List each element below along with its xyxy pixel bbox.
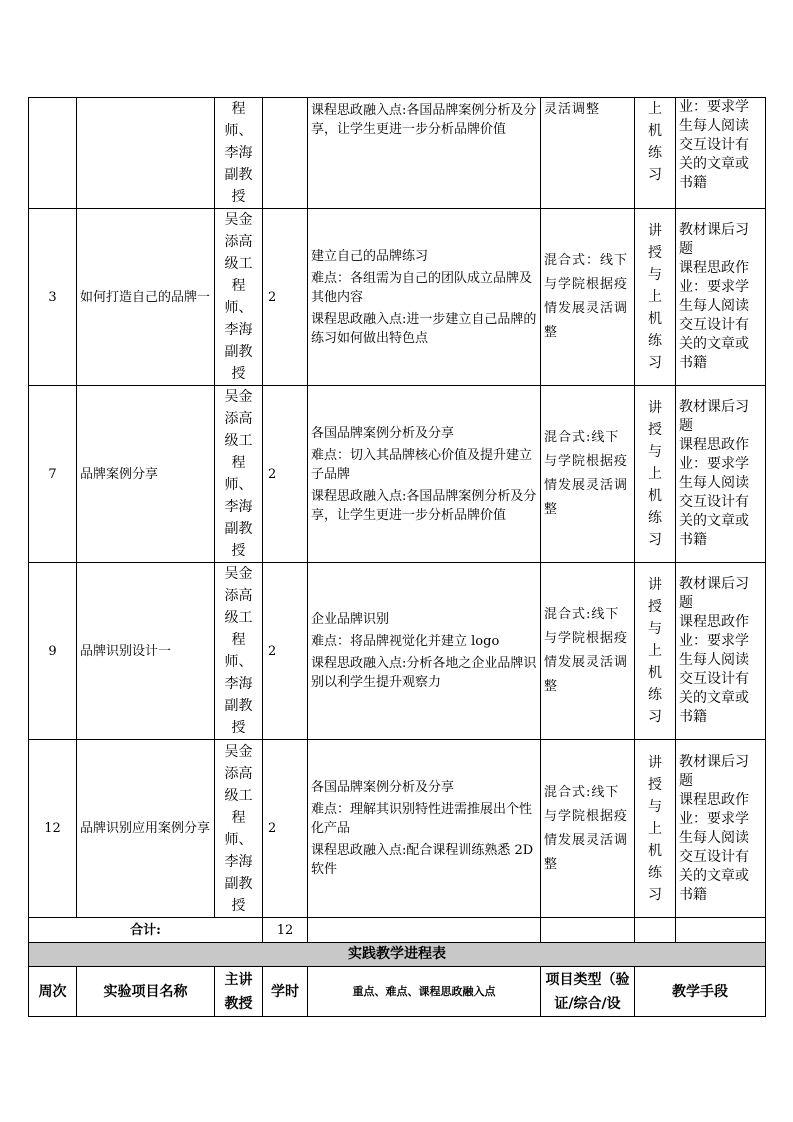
table-row [29, 98, 766, 209]
hours-cell: 2 [263, 386, 308, 563]
hours-cell: 2 [263, 209, 308, 386]
teacher-cell: 吴金 添高 级工 程 师、 李海 副教 授 [215, 386, 263, 563]
hours-cell: 2 [263, 563, 308, 740]
topic-cell [77, 98, 215, 209]
key-point-line: 课程思政融入点:各国品牌案例分析及分享，让学生更进一步分析品牌价值 [311, 488, 537, 523]
key-point-line: 各国品牌案例分析及分享 [311, 425, 455, 441]
header-key-points: 重点、难点、课程思政融入点 [308, 967, 541, 1017]
key-points-cell [308, 740, 541, 918]
topic-cell: 品牌识别应用案例分享 [77, 740, 215, 918]
teaching-method-cell: 讲 授 与 上 机 练 习 [635, 563, 676, 740]
teaching-mode-cell: 灵活调整 [541, 98, 635, 209]
total-hours: 12 [263, 918, 308, 943]
week-cell: 12 [29, 740, 77, 918]
week-cell [29, 98, 77, 209]
homework-cell: 业：要求学生每人阅读交互设计有关的文章或书籍 [676, 98, 766, 209]
key-points-cell [308, 98, 541, 209]
total-label: 合计: [29, 918, 263, 943]
total-empty-cell [635, 918, 676, 943]
homework-cell: 教材课后习题 课程思政作业：要求学生每人阅读交互设计有关的文章或书籍 [676, 386, 766, 563]
teacher-cell: 吴金 添高 级工 程 师、 李海 副教 授 [215, 740, 263, 918]
hours-cell [263, 98, 308, 209]
topic-cell: 如何打造自己的品牌一 [77, 209, 215, 386]
week-cell: 3 [29, 209, 77, 386]
homework-cell: 教材课后习题 课程思政作业：要求学生每人阅读交互设计有关的文章或书籍 [676, 740, 766, 918]
homework-cell: 教材课后习题 课程思政作业：要求学生每人阅读交互设计有关的文章或书籍 [676, 563, 766, 740]
teaching-mode-cell: 混合式:线下与学院根据疫情发展灵活调整 [541, 563, 635, 740]
table-row [29, 563, 766, 740]
total-row [29, 918, 766, 943]
total-empty-cell [308, 918, 541, 943]
homework-cell: 教材课后习题 课程思政作业：要求学生每人阅读交互设计有关的文章或书籍 [676, 209, 766, 386]
key-point-line: 课程思政融入点:分析各地之企业品牌识别以利学生提升观察力 [311, 656, 537, 690]
key-point-line: 难点：各组需为自己的团队成立品牌及其他内容 [311, 270, 533, 305]
header-hours: 学时 [263, 967, 308, 1017]
header-week: 周次 [29, 967, 77, 1017]
table-row [29, 209, 766, 386]
key-point-line: 建立自己的品牌练习 [311, 248, 429, 264]
key-point-line: 难点：将品牌视觉化并建立 logo [311, 634, 500, 649]
practice-header-row [29, 967, 766, 1017]
key-point-line: 课程思政融入点:进一步建立自己品牌的练习如何做出特色点 [311, 311, 537, 346]
teacher-cell: 吴金 添高 级工 程 师、 李海 副教 授 [215, 209, 263, 386]
teaching-mode-cell: 混合式:线下与学院根据疫情发展灵活调整 [541, 740, 635, 918]
key-point-line: 课程思政融入点:各国品牌案例分析及分享，让学生更进一步分析品牌价值 [311, 103, 537, 137]
total-empty-cell [676, 918, 766, 943]
teacher-cell: 吴金 添高 级工 程 师、 李海 副教 授 [215, 563, 263, 740]
teaching-mode-cell: 混合式:线下与学院根据疫情发展灵活调整 [541, 386, 635, 563]
hours-cell: 2 [263, 740, 308, 918]
header-experiment-name: 实验项目名称 [77, 967, 215, 1017]
header-teaching-method: 教学手段 [635, 967, 766, 1017]
teaching-method-cell: 讲 授 与 上 机 练 习 [635, 740, 676, 918]
header-project-type: 项目类型（验证/综合/设 [541, 967, 635, 1017]
teaching-method-cell: 讲 授 与 上 机 练 习 [635, 209, 676, 386]
key-point-line: 企业品牌识别 [311, 612, 390, 627]
key-points-cell [308, 386, 541, 563]
week-cell: 7 [29, 386, 77, 563]
teaching-method-cell: 上 机 练 习 [635, 98, 676, 209]
key-point-line: 各国品牌案例分析及分享 [311, 780, 455, 795]
total-empty-cell [541, 918, 635, 943]
table-row [29, 386, 766, 563]
key-points-cell [308, 563, 541, 740]
teaching-method-cell: 讲 授 与 上 机 练 习 [635, 386, 676, 563]
week-cell: 9 [29, 563, 77, 740]
table-row [29, 740, 766, 918]
teaching-mode-cell: 混合式：线下与学院根据疫情发展灵活调整 [541, 209, 635, 386]
key-point-line: 课程思政融入点:配合课程训练熟悉 2D 软件 [311, 843, 534, 877]
key-points-cell [308, 209, 541, 386]
teacher-cell: 程 师、 李海 副教 授 [215, 98, 263, 209]
key-point-line: 难点：切入其品牌核心价值及提升建立子品牌 [311, 447, 533, 482]
header-teacher: 主讲教授 [215, 967, 263, 1017]
practice-section-title: 实践教学进程表 [29, 943, 766, 967]
schedule-rows [29, 98, 766, 918]
course-schedule-table [28, 97, 766, 1017]
practice-title-row [29, 943, 766, 967]
key-point-line: 难点：理解其识别特性进需推展出个性化产品 [311, 802, 533, 836]
topic-cell: 品牌识别设计一 [77, 563, 215, 740]
topic-cell: 品牌案例分享 [77, 386, 215, 563]
